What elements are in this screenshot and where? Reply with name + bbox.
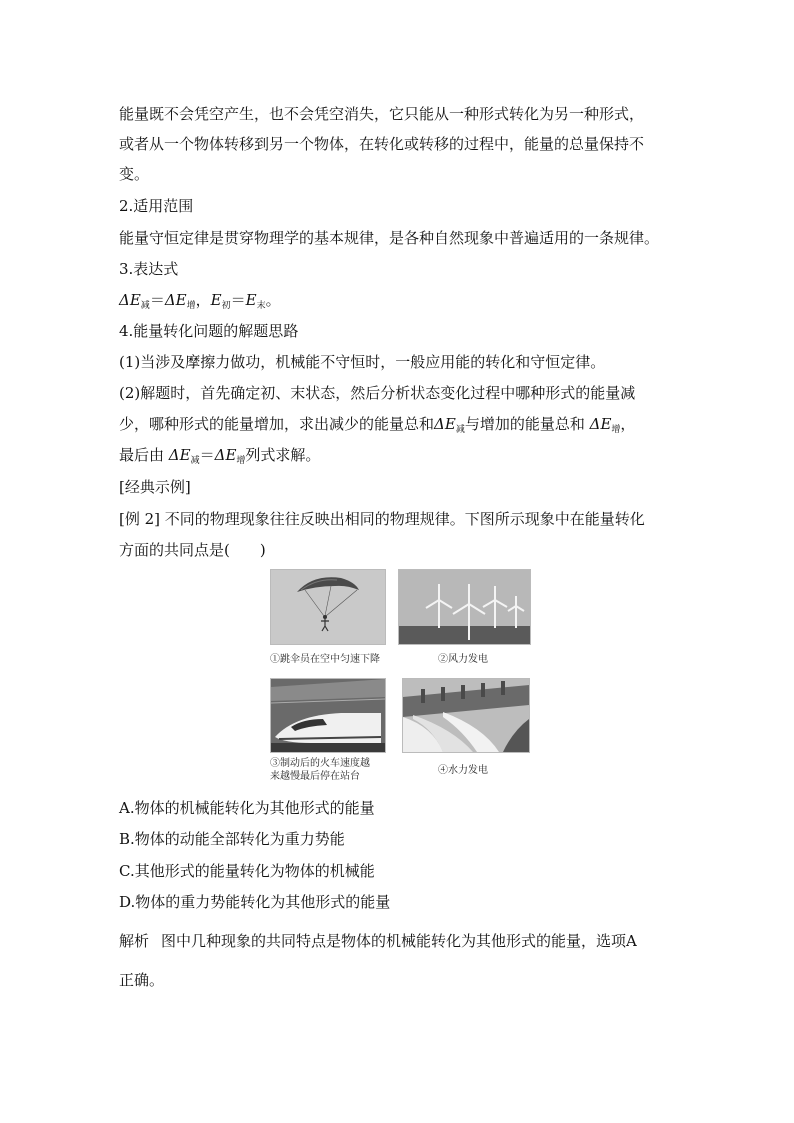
- section-4-item-2-line-1: (2)解题时，首先确定初、末状态，然后分析状态变化过程中哪种形式的能量减: [119, 384, 636, 402]
- text-segment: 与增加的能量总和: [464, 415, 590, 433]
- delta-e: ΔE: [589, 415, 612, 433]
- analysis-text: 图中几种现象的共同特点是物体的机械能转化为其他形式的能量，选项A: [161, 932, 637, 950]
- subscript-zeng: 增: [236, 456, 246, 466]
- equals: ＝: [149, 291, 165, 309]
- subscript-mo: 末: [256, 301, 266, 311]
- option-d: D.物体的重力势能转化为其他形式的能量: [119, 893, 391, 911]
- caption-2: ②风力发电: [438, 654, 488, 665]
- section-2-text: 能量守恒定律是贯穿物理学的基本规律，是各种自然现象中普遍适用的一条规律。: [119, 229, 660, 247]
- comma: ，: [195, 291, 211, 309]
- caption-1: ①跳伞员在空中匀速下降: [270, 654, 380, 665]
- delta-e: ΔE: [119, 291, 141, 309]
- energy-e: E: [245, 291, 257, 309]
- caption-3-line-1: ③制动后的火车速度越: [270, 758, 370, 769]
- intro-line-3: 变。: [119, 165, 150, 183]
- parachute-illustration: [271, 570, 385, 644]
- caption-3-line-2: 来越慢最后停在站台: [270, 771, 360, 782]
- intro-line-2: 或者从一个物体转移到另一个物体，在转化或转移的过程中，能量的总量保持不: [119, 135, 645, 153]
- option-c: C.其他形式的能量转化为物体的机械能: [119, 862, 375, 880]
- subscript-jian: 减: [190, 456, 200, 466]
- equals: ＝: [199, 446, 215, 464]
- equals: ＝: [230, 291, 246, 309]
- delta-e: ΔE: [164, 291, 187, 309]
- dam-photo: [402, 678, 530, 753]
- subscript-zeng: 增: [611, 425, 621, 435]
- text-segment: 最后由: [119, 446, 169, 464]
- wind-turbines-photo: [398, 569, 531, 645]
- subscript-jian: 减: [455, 425, 465, 435]
- option-a: A.物体的机械能转化为其他形式的能量: [119, 799, 375, 817]
- delta-e: ΔE: [168, 446, 191, 464]
- subscript-chu: 初: [221, 301, 231, 311]
- subscript-jian: 减: [140, 301, 150, 311]
- section-4-item-1: (1)当涉及摩擦力做功，机械能不守恒时，一般应用能的转化和守恒定律。: [119, 353, 606, 371]
- section-2-heading: 2.适用范围: [119, 197, 194, 215]
- text-segment: 少，哪种形式的能量增加，求出减少的能量总和: [119, 415, 435, 433]
- subscript-zeng: 增: [186, 301, 196, 311]
- example-label: [经典示例]: [119, 478, 191, 496]
- period: 。: [265, 291, 281, 309]
- example-question-line-1: [例 2] 不同的物理现象往往反映出相同的物理规律。下图所示现象中在能量转化: [119, 510, 645, 528]
- intro-line-1: 能量既不会凭空产生，也不会凭空消失，它只能从一种形式转化为另一种形式，: [119, 105, 645, 123]
- wind-turbines-illustration: [399, 570, 530, 644]
- section-4-item-2-line-3: [119, 445, 320, 471]
- caption-4: ④水力发电: [438, 765, 488, 776]
- section-4-item-2-line-2: [119, 414, 635, 440]
- text-segment: 列式求解。: [245, 446, 321, 464]
- formula-line: [119, 290, 281, 316]
- section-3-heading: 3.表达式: [119, 260, 179, 278]
- section-4-heading: 4.能量转化问题的解题思路: [119, 322, 299, 340]
- example-question-line-2: 方面的共同点是( ): [119, 541, 266, 559]
- delta-e: ΔE: [214, 446, 237, 464]
- parachute-photo: [270, 569, 386, 645]
- analysis-line-2: 正确。: [119, 971, 165, 989]
- train-illustration: [271, 679, 385, 752]
- energy-e: E: [210, 291, 222, 309]
- dam-illustration: [403, 679, 529, 752]
- train-photo: [270, 678, 386, 753]
- analysis-label: 解析: [119, 932, 150, 950]
- option-b: B.物体的动能全部转化为重力势能: [119, 830, 345, 848]
- comma: ，: [620, 415, 636, 433]
- analysis-line-1: [119, 931, 637, 951]
- delta-e: ΔE: [434, 415, 456, 433]
